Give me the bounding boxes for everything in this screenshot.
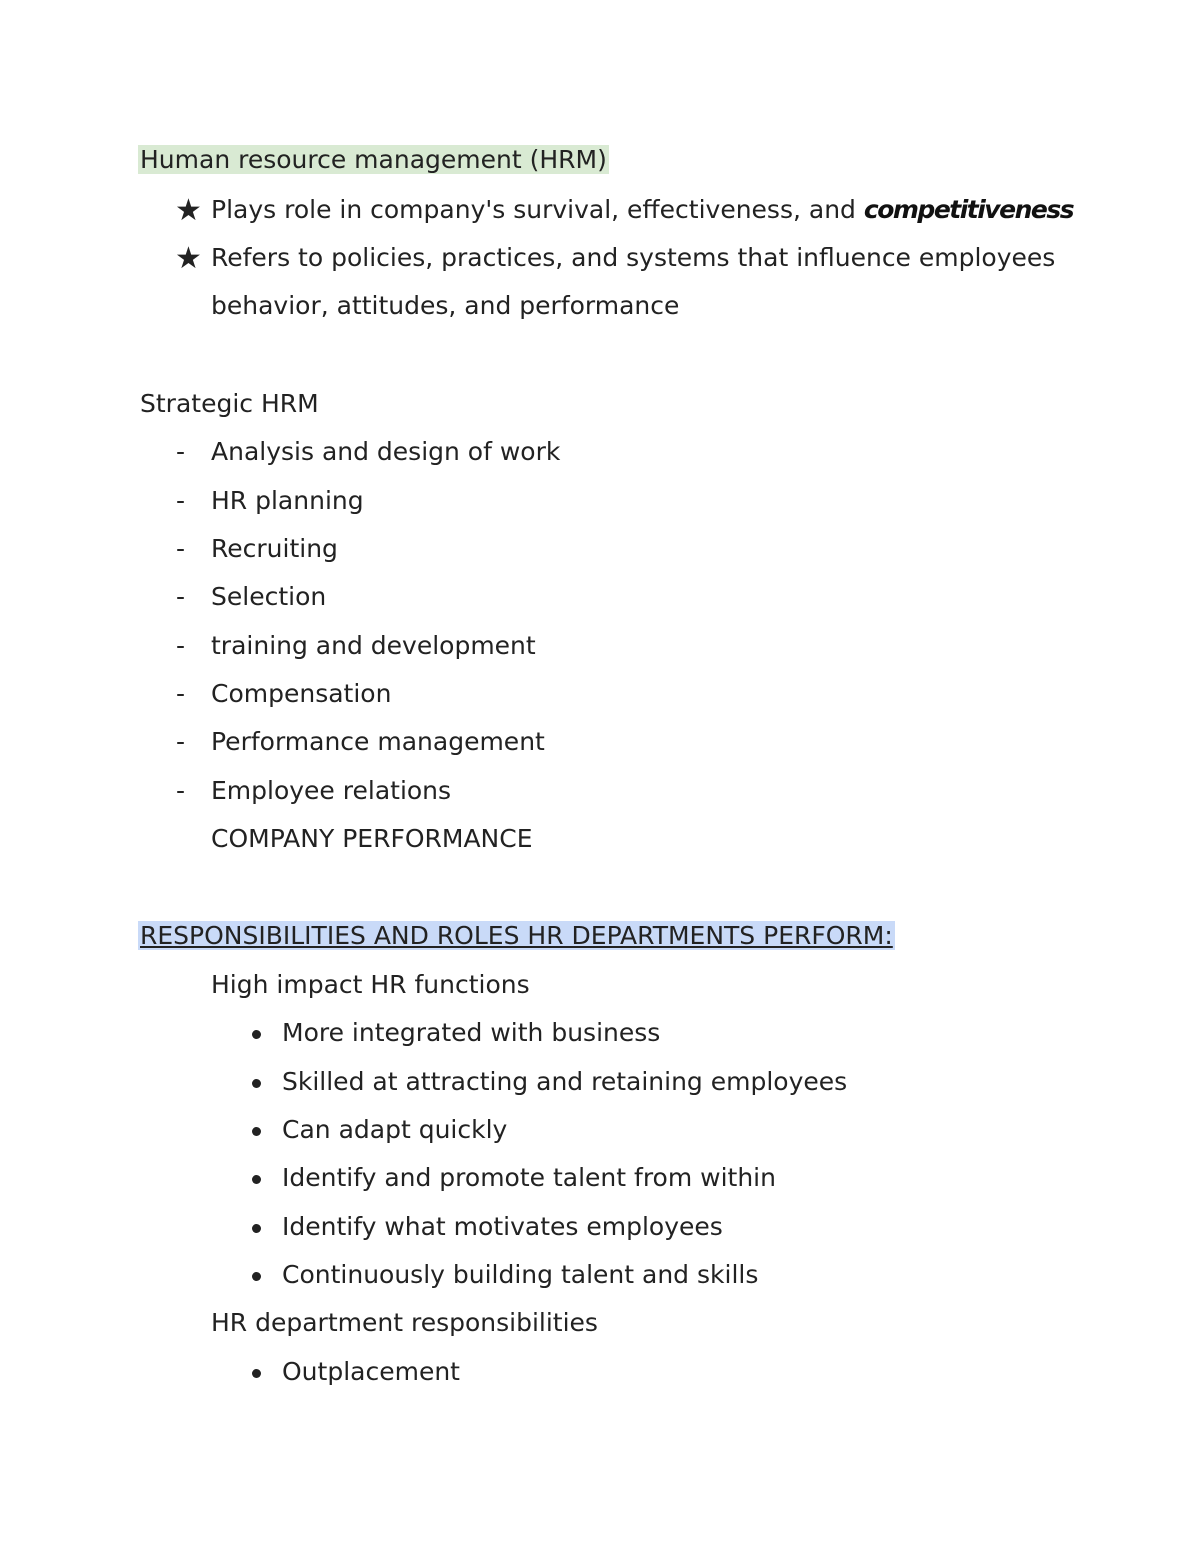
list-item: Skilled at attracting and retaining employees — [282, 1067, 848, 1096]
hrm-bullet-1: Plays role in company's survival, effectiveness, and competitiveness — [211, 195, 1074, 224]
list-item: Compensation — [211, 679, 392, 708]
bullet-dot-icon — [252, 1127, 261, 1136]
list-item: Performance management — [211, 727, 545, 756]
responsibilities-heading: RESPONSIBILITIES AND ROLES HR DEPARTMENTS PERFORM: — [140, 921, 893, 950]
list-item: Identify what motivates employees — [282, 1212, 723, 1241]
dash-marker: - — [176, 679, 186, 708]
bullet-dot-icon — [252, 1030, 261, 1039]
bullet-dot-icon — [252, 1079, 261, 1088]
strategic-heading: Strategic HRM — [140, 389, 319, 418]
list-item: HR planning — [211, 486, 364, 515]
dash-marker: - — [176, 776, 186, 805]
bullet-dot-icon — [252, 1224, 261, 1233]
dash-marker: - — [176, 727, 186, 756]
bullet-dot-icon — [252, 1175, 261, 1184]
list-item: Recruiting — [211, 534, 338, 563]
bullet-dot-icon — [252, 1272, 261, 1281]
bold-word-competitiveness: competitiveness — [863, 195, 1074, 224]
bullet-dot-icon — [252, 1369, 261, 1378]
hrm-bullet-2-line-2: behavior, attitudes, and performance — [211, 291, 680, 320]
dash-marker: - — [176, 534, 186, 563]
company-performance-label: COMPANY PERFORMANCE — [211, 824, 533, 853]
list-item: Employee relations — [211, 776, 452, 805]
list-item: Selection — [211, 582, 327, 611]
hr-department-subheading: HR department responsibilities — [211, 1308, 598, 1337]
hrm-bullet-2-line-1: Refers to policies, practices, and systems that influence employees — [211, 243, 1056, 272]
list-item: Outplacement — [282, 1357, 460, 1386]
list-item: Analysis and design of work — [211, 437, 561, 466]
high-impact-subheading: High impact HR functions — [211, 970, 530, 999]
list-item: Continuously building talent and skills — [282, 1260, 759, 1289]
star-icon: ★ — [175, 193, 202, 228]
list-item: training and development — [211, 631, 536, 660]
list-item: Identify and promote talent from within — [282, 1163, 776, 1192]
dash-marker: - — [176, 582, 186, 611]
list-item: Can adapt quickly — [282, 1115, 508, 1144]
hrm-heading: Human resource management (HRM) — [140, 145, 607, 174]
dash-marker: - — [176, 437, 186, 466]
dash-marker: - — [176, 486, 186, 515]
star-icon: ★ — [175, 241, 202, 276]
list-item: More integrated with business — [282, 1018, 661, 1047]
dash-marker: - — [176, 631, 186, 660]
